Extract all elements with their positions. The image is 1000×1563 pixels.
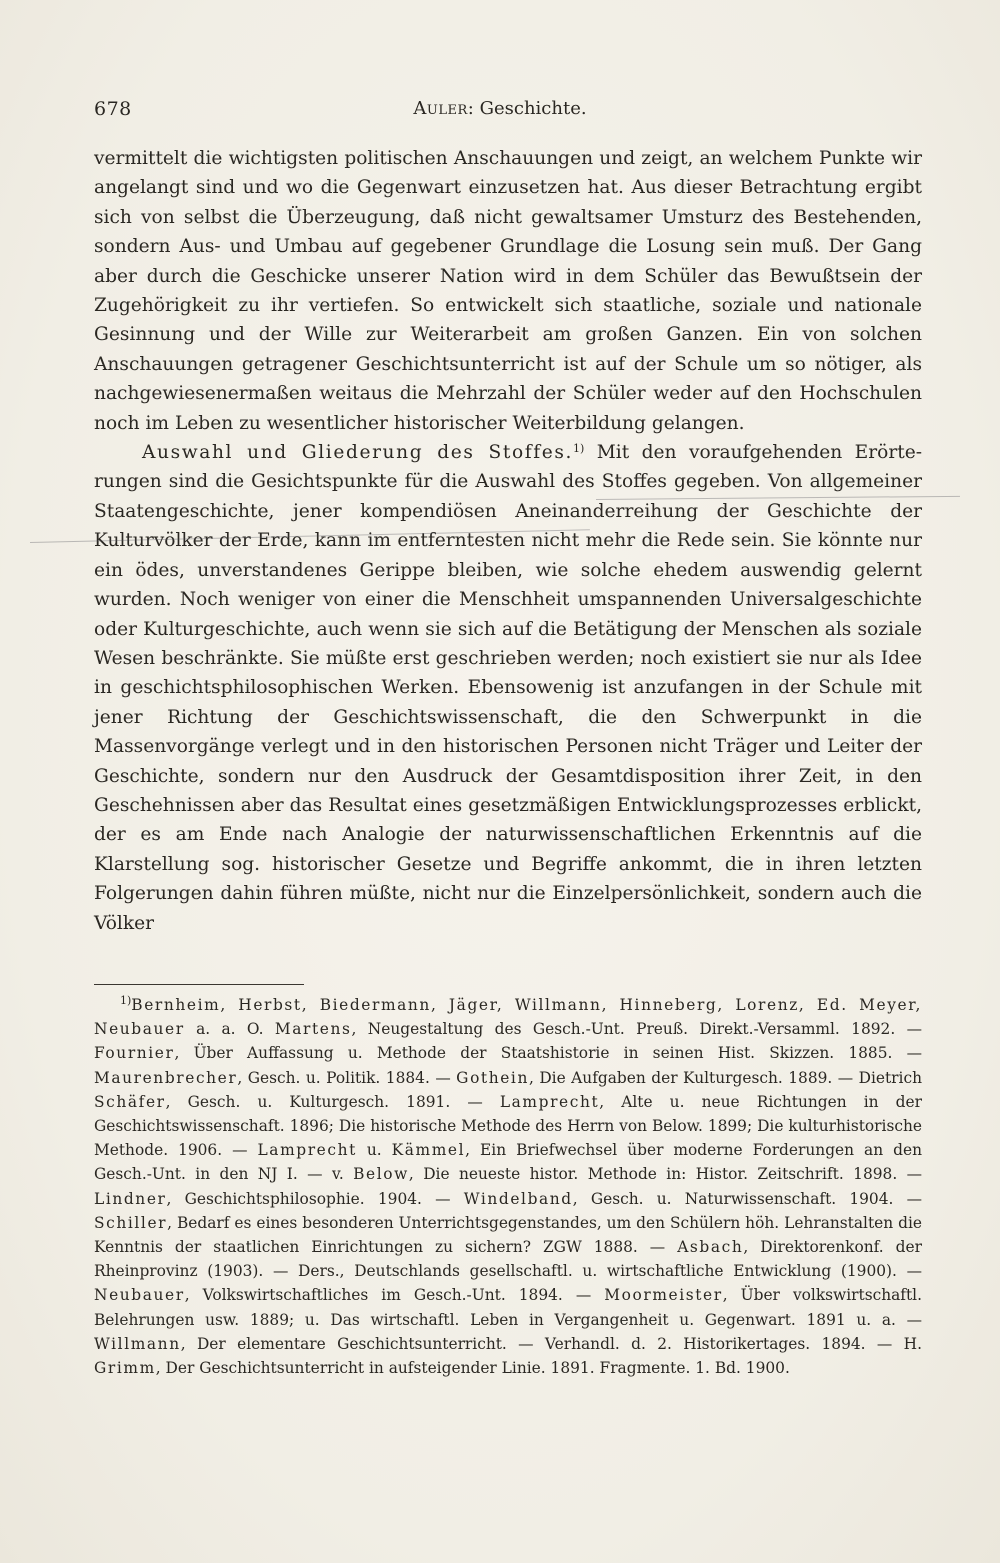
footnote-text-segment: , Ein Briefwechsel über moderne Forderungen an den Gesch.-Unt. in den NJ I. — v. [94,1141,922,1184]
footnote-rule [94,984,304,985]
footnote-author-name: Schiller [94,1213,168,1232]
footnote-author-name: Willmann [94,1334,181,1353]
footnote-author-name: Below [353,1165,409,1184]
footnote-author-name: Kämmel [391,1141,466,1160]
running-head-author: Auler [413,98,468,119]
paragraph-2-text: Mit den voraufgehenden Erörterungen sind die Gesichtspunkte für die Auswahl des Stoffes gegeben. Von allgemeiner Staatengeschichte, jener kompendiösen Aneinanderreihung der Geschichte der Kulturvölker der Erde, kann im entferntesten nicht mehr die Rede sein. Sie könnte nur ein ödes, unverstandenes Gerippe bleiben, wie solche ehedem auswendig gelernt wurden. Noch weniger von einer die Menschheit umspannenden Universalgeschichte oder Kulturgeschichte, auch wenn sie sich auf die Betätigung der Menschen als soziale Wesen beschränkte. Sie müßte erst geschrieben werden; noch existiert sie nur als Idee in geschichtsphilosophischen Werken. Ebensowenig ist anzufangen in der Schule mit jener Richtung der Geschichtswissenschaft, die den Schwerpunkt in die Massenvorgänge verlegt und in den historischen Personen nicht Träger und Leiter der Geschichte, sondern nur den Ausdruck der Gesamtdisposition ihrer Zeit, in den Geschehnissen aber das Resultat eines gesetzmäßigen Entwicklungsprozesses erblickt, der es am Ende nach Analogie der naturwissenschaftlichen Erkenntnis auf die Klarstellung sog. historischer Gesetze und Begriffe ankommt, die in ihren letzten Folgerungen dahin führen müßte, nicht nur die Einzelpersönlichkeit, sondern auch die Völker [94,442,922,934]
footnote-marker: 1) [120,994,132,1007]
footnote-text-segment: , Der Geschichtsunterricht in aufsteigender Linie. 1891. Fragmente. 1. Bd. 1900. [155,1359,790,1378]
footnote-author-name: Martens [274,1020,352,1039]
footnote-text-segment: , Neugestaltung des Gesch.-Unt. Preuß. Direkt.-Versamml. 1892. — [351,1020,922,1039]
footnote-text-segment: , Geschichtsphilosophie. 1904. — [166,1189,464,1208]
footnote-author-name: Moormeister [604,1286,723,1305]
footnote-author-name: Lamprecht [257,1141,357,1160]
footnote-reference[interactable]: 1) [572,442,585,456]
footnote-author-name: Maurenbrecher [94,1068,238,1087]
footnote-author-name: Gothein [456,1068,529,1087]
running-head [94,98,906,119]
footnote-text-segment: u. [356,1141,392,1160]
footnote-author-name: Neubauer [94,1286,185,1305]
footnote-text-segment: , Alte u. neue Richtungen in der Geschichtswissenschaft. 1896; Die historische Methode des Herrn von Below. 1899; Die kulturhistorische Methode. 1906. — [94,1092,922,1160]
footnote-text-segment: , Gesch. u. Naturwissenschaft. 1904. — [572,1189,922,1208]
footnote-text-segment: , Gesch. u. Politik. 1884. — [237,1068,457,1087]
footnote-author-name: Windelband [463,1189,573,1208]
footnote-text-segment: , Die Aufgaben der Kulturgesch. 1889. — Dietrich [528,1068,922,1087]
footnote-1 [94,993,922,1380]
footnote-text-segment: a. a. O. [184,1020,275,1039]
footnote-text-segment: , Gesch. u. Kulturgesch. 1891. — [165,1092,500,1111]
page-header [94,98,906,128]
footnote-author-name: Schäfer [94,1092,166,1111]
main-text [94,144,922,938]
footnote-text-segment: , Der elementare Geschichtsunterricht. — Verhandl. d. 2. Historikertages. 1894. — H. [180,1334,922,1353]
footnote-text [94,996,922,1377]
page-number: 678 [94,98,132,120]
footnote-author-name: Grimm [94,1359,156,1378]
section-heading: Auswahl und Gliederung des Stoffes. [142,442,573,464]
footnote-text-segment: , Direktorenkonf. der Rheinprovinz (1903). — Ders., Deutschlands gesellschaftl. u. wirtschaftliche Entwicklung (1900). — [94,1238,923,1281]
footnotes [94,993,922,1380]
paragraph-1: vermittelt die wichtigsten politischen Anschauungen und zeigt, an welchem Punkte wir angelangt sind und wo die Gegenwart einzusetzen hat. Aus dieser Betrachtung ergibt sich von selbst die Überzeugung, daß nicht gewaltsamer Umsturz des Bestehenden, sondern Aus- und Umbau auf gegebener Grundlage die Losung sein muß. Der Gang aber durch die Geschicke unserer Nation wird in dem Schüler das Bewußtsein der Zugehörigkeit zu ihr vertiefen. So entwickelt sich staatliche, soziale und nationale Gesinnung und der Wille zur Weiterarbeit am großen Ganzen. Ein von solchen Anschauungen getragener Geschichtsunterricht ist auf der Schule um so nötiger, als nachgewiesenermaßen weitaus die Mehrzahl der Schüler weder auf den Hochschulen noch im Leben zu wesentlicher historischer Weiterbildung gelangen. [94,148,922,434]
footnote-author-name: Fournier [94,1044,175,1063]
footnote-text-segment: , Über volkswirtschaftl. Belehrungen usw. 1889; u. Das wirtschaftl. Leben in Vergangenheit u. Gegenwart. 1891 u. a. — [94,1286,922,1329]
footnote-text-segment: , Bedarf es eines besonderen Unterrichtsgegenstandes, um den Schülern höh. Lehranstalten die Kenntnis der staatlichen Einrichtungen zu sichern? ZGW 1888. — [94,1213,922,1257]
footnote-text-segment: , Über Auffassung u. Methode der Staatshistorie in seinen Hist. Skizzen. 1885. — [174,1044,922,1063]
footnote-text-segment: , Volkswirtschaftliches im Gesch.-Unt. 1894. — [184,1286,605,1305]
footnote-author-name: Lindner [94,1189,167,1208]
footnote-text-segment: , Die neueste histor. Methode in: Histor. Zeitschrift. 1898. — [408,1165,922,1184]
running-head-separator: : [467,98,480,119]
footnote-author-name: Bernheim, Herbst, Biedermann, Jäger, Willmann, Hinneberg, Lorenz, Ed. Meyer, Neubauer [94,996,922,1039]
paragraph-2 [94,438,922,938]
footnote-author-name: Lamprecht [499,1092,600,1111]
footnote-author-name: Asbach [677,1238,744,1257]
running-head-title: Geschichte. [479,98,587,119]
